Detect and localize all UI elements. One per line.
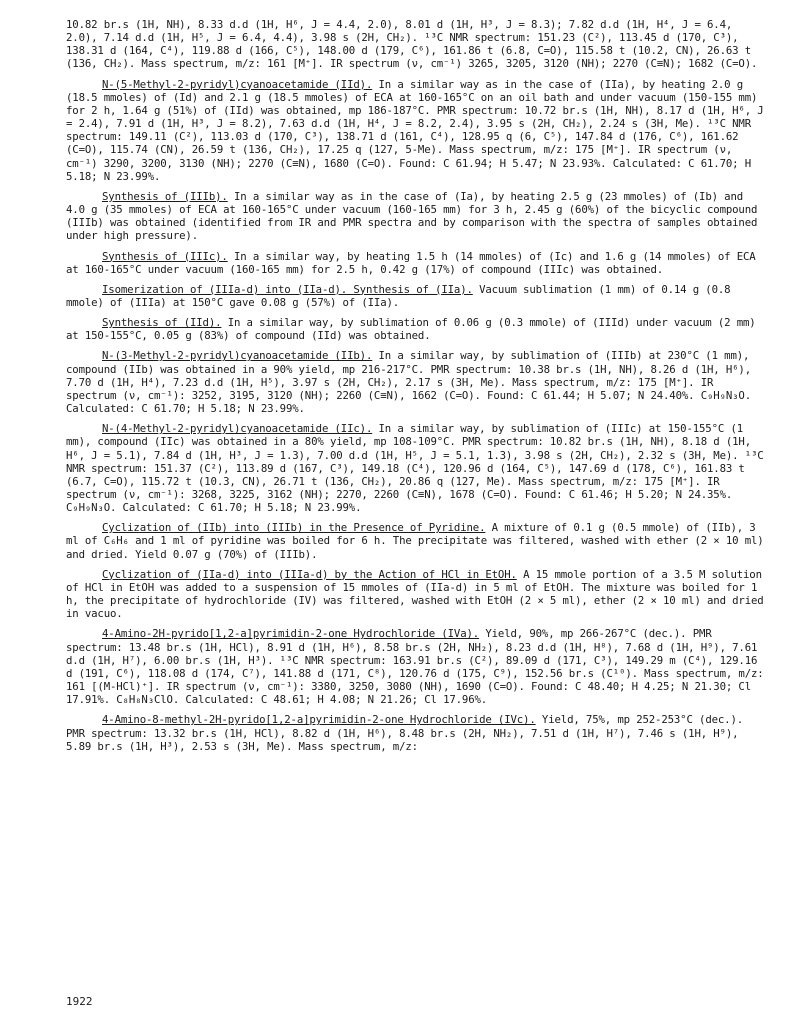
paragraph-iib <box>66 349 766 415</box>
paragraph-text: In a similar way, by sublimation of 0.06 g (0.3 mmole) of (IIId) under vacuum (2 mm) at 150-155°C, 0.05 g (83%) of compound (IId) was obtained. <box>66 316 756 343</box>
paragraph-text: A mixture of 0.1 g (0.5 mmole) of (IIb), 3 ml of C₆H₆ and 1 ml of pyridine was boiled for 6 h. The precipitate was filtered, washed with ether (2 × 10 ml) and dried. Yield 0.07 g (70%) of (IIIb). <box>66 521 764 561</box>
paragraph-text: Vacuum sublimation (1 mm) of 0.14 g (0.8 mmole) of (IIIa) at 150°C gave 0.08 g (57%) of (IIa). <box>66 282 731 309</box>
paragraph-text: Yield, 90%, mp 266-267°C (dec.). PMR spectrum: 13.48 br.s (1H, HCl), 8.91 d (1H, H⁶), 8.58 br.s (2H, NH₂), 8.23 d.d (1H, H⁸), 7.68 d (1H, H⁹), 7.61 d.d (1H, H⁷), 6.00 br.s (1H, H³). ¹³C NMR spectrum: 163.91 br.s (C²), 89.09 d (171, C³), 149.29 m (C⁴), 129.16 d (191, C⁶), 118.08 d (174, C⁷), 141.88 d (171, C⁸), 120.76 d (175, C⁹), 152.56 br.s (C¹⁰). Mass spectrum, m/z: 161 [(M-HCl)⁺]. IR spectrum (ν, cm⁻¹): 3380, 3250, 3080 (NH), 1690 (C=O). Found: C 48.40; H 4.25; N 21.30; Cl 17.91%. C₈H₈N₃ClO. Calculated: C 48.61; H 4.08; N 21.26; Cl 17.96%. <box>66 627 764 707</box>
paragraph-iic <box>66 422 766 514</box>
paragraph-continuation <box>66 18 766 71</box>
paragraph-cyclization-hcl <box>66 568 766 621</box>
section-heading: Synthesis of (IIIc). <box>102 249 228 263</box>
section-heading: Cyclization of (IIb) into (IIIb) in the Presence of Pyridine. <box>102 521 486 535</box>
paragraph-ivc <box>66 713 766 752</box>
section-heading: Synthesis of (IId). <box>102 316 222 330</box>
section-heading: Isomerization of (IIIa-d) into (IIa-d). Synthesis of (IIa). <box>102 282 473 296</box>
paragraph-text: In a similar way as in the case of (IIa), by heating 2.0 g (18.5 mmoles) of (Id) and 2.1 g (18.5 mmoles) of ECA at 160-165°C on an oil bath and under vacuum (150-155 mm) for 2 h, 1.64 g (51%) of (IId) was obtained, mp 186-187°C. PMR spectrum: 10.72 br.s (1H, NH), 8.17 d (1H, H⁶, J = 2.4), 7.91 d (1H, H³, J = 8.2), 7.63 d.d (1H, H⁴, J = 8.2, 2.4), 3.95 s (2H, CH₂), 2.24 s (3H, Me). ¹³C NMR spectrum: 149.11 (C²), 113.03 d (170, C³), 138.71 d (161, C⁴), 128.95 q (6, C⁵), 147.84 d (176, C⁶), 161.62 (C=O), 115.74 (CN), 26.59 t (136, CH₂), 17.25 q (127, 5-Me). Mass spectrum, m/z: 175 [M⁺]. IR spectrum (ν, cm⁻¹) 3290, 3200, 3130 (NH); 2270 (C≡N), 1680 (C=O). Found: C 61.94; H 5.47; N 23.93%. Calculated: C 61.70; H 5.18; N 23.99%. <box>66 77 764 183</box>
paragraph-text: In a similar way, by sublimation of (IIIc) at 150-155°C (1 mm), compound (IIc) was obtained in a 80% yield, mp 108-109°C. PMR spectrum: 10.82 br.s (1H, NH), 8.18 d (1H, H⁶, J = 5.1), 7.84 d (1H, H³, J = 1.3), 7.00 d.d (1H, H⁵, J = 5.1, 1.3), 3.98 s (2H, CH₂), 2.32 s (3H, Me). ¹³C NMR spectrum: 151.37 (C²), 113.89 d (167, C³), 149.18 (C⁴), 120.96 d (164, C⁵), 147.69 d (178, C⁶), 161.83 t (6.7, C=O), 115.72 t (10.3, CN), 26.71 t (136, CH₂), 20.86 q (127, Me). Mass spectrum, m/z: 175 [M⁺]. IR spectrum (ν, cm⁻¹): 3268, 3225, 3162 (NH); 2270, 2260 (C≡N), 1678 (C=O). Found: C 61.46; H 5.20; N 24.35%. C₉H₉N₃O. Calculated: C 61.70; H 5.18; N 23.99%. <box>66 422 764 515</box>
section-heading: Cyclization of (IIa-d) into (IIIa-d) by the Action of HCl in EtOH. <box>102 567 517 581</box>
section-heading: Synthesis of (IIIb). <box>102 189 228 203</box>
section-heading: N-(5-Methyl-2-pyridyl)cyanoacetamide (IId). <box>102 77 373 91</box>
paragraph-cyclization-pyridine <box>66 521 766 560</box>
paragraph-text: In a similar way, by sublimation of (IIIb) at 230°C (1 mm), compound (IIb) was obtained in a 90% yield, mp 216-217°C. PMR spectrum: 10.38 br.s (1H, NH), 8.26 d (1H, H⁶), 7.70 d (1H, H⁴), 7.23 d.d (1H, H⁵), 3.97 s (2H, CH₂), 2.17 s (3H, Me). Mass spectrum, m/z: 175 [M⁺]. IR spectrum (ν, cm⁻¹): 3252, 3195, 3120 (NH); 2260 (C≡N), 1662 (C=O). Found: C 61.44; H 5.07; N 24.40%. C₉H₉N₃O. Calculated: C 61.70; H 5.18; N 23.99%. <box>66 349 752 416</box>
paragraph-text: 10.82 br.s (1H, NH), 8.33 d.d (1H, H⁶, J = 4.4, 2.0), 8.01 d (1H, H³, J = 8.3); 7.82 d.d (1H, H⁴, J = 6.4, 2.0), 7.14 d.d (1H, H⁵, J = 6.4, 4.4), 3.98 s (2H, CH₂). ¹³C NMR spectrum: 151.23 (C²), 113.45 d (170, C³), 138.31 d (164, C⁴), 119.88 d (166, C⁵), 148.00 d (179, C⁶), 161.86 t (6.8, C=O), 115.58 t (10.2, CN), 26.63 t (136, CH₂). Mass spectrum, m/z: 161 [M⁺]. IR spectrum (ν, cm⁻¹) 3265, 3205, 3120 (NH); 2270 (C≡N); 1682 (C=O). <box>66 18 758 71</box>
section-heading: 4-Amino-8-methyl-2H-pyrido[1,2-a]pyrimidin-2-one Hydrochloride (IVc). <box>102 713 536 727</box>
paragraph-isomerization <box>66 283 766 309</box>
section-heading: N-(3-Methyl-2-pyridyl)cyanoacetamide (IIb). <box>102 349 373 363</box>
paragraph-iva <box>66 627 766 706</box>
paragraph-text: A 15 mmole portion of a 3.5 M solution of HCl in EtOH was added to a suspension of 15 mmoles of (IIa-d) in 5 ml of EtOH. The mixture was boiled for 1 h, the precipitate of hydrochloride (IV) was filtered, washed with EtOH (2 × 5 ml), ether (2 × 10 ml) and dried in vacuo. <box>66 567 764 621</box>
paragraph-iid-synthesis <box>66 316 766 342</box>
paragraph-iiib <box>66 190 766 243</box>
section-heading: N-(4-Methyl-2-pyridyl)cyanoacetamide (IIc). <box>102 422 373 436</box>
section-heading: 4-Amino-2H-pyrido[1,2-a]pyrimidin-2-one Hydrochloride (IVa). <box>102 627 480 641</box>
page-number: 1922 <box>66 995 93 1008</box>
article-body <box>66 18 766 760</box>
paragraph-text: In a similar way as in the case of (Ia), by heating 2.5 g (23 mmoles) of (Ib) and 4.0 g (35 mmoles) of ECA at 160-165°C under vacuum (160-165 mm) for 3 h, 2.45 g (60%) of the bicyclic compound (IIIb) was obtained (identified from IR and PMR spectra and by comparison with the spectra of samples obtained under high pressure). <box>66 189 758 243</box>
paragraph-iiic <box>66 250 766 276</box>
paragraph-text: Yield, 75%, mp 252-253°C (dec.). PMR spectrum: 13.32 br.s (1H, HCl), 8.82 d (1H, H⁶), 8.48 br.s (2H, NH₂), 7.51 d (1H, H⁷), 7.46 s (1H, H⁹), 5.89 br.s (1H, H³), 2.53 s (3H, Me). Mass spectrum, m/z: <box>66 713 744 753</box>
paragraph-iid <box>66 78 766 183</box>
paragraph-text: In a similar way, by heating 1.5 h (14 mmoles) of (Ic) and 1.6 g (14 mmoles) of ECA at 160-165°C under vacuum (160-165 mm) for 2.5 h, 0.42 g (17%) of compound (IIIc) was obtained. <box>66 249 756 276</box>
